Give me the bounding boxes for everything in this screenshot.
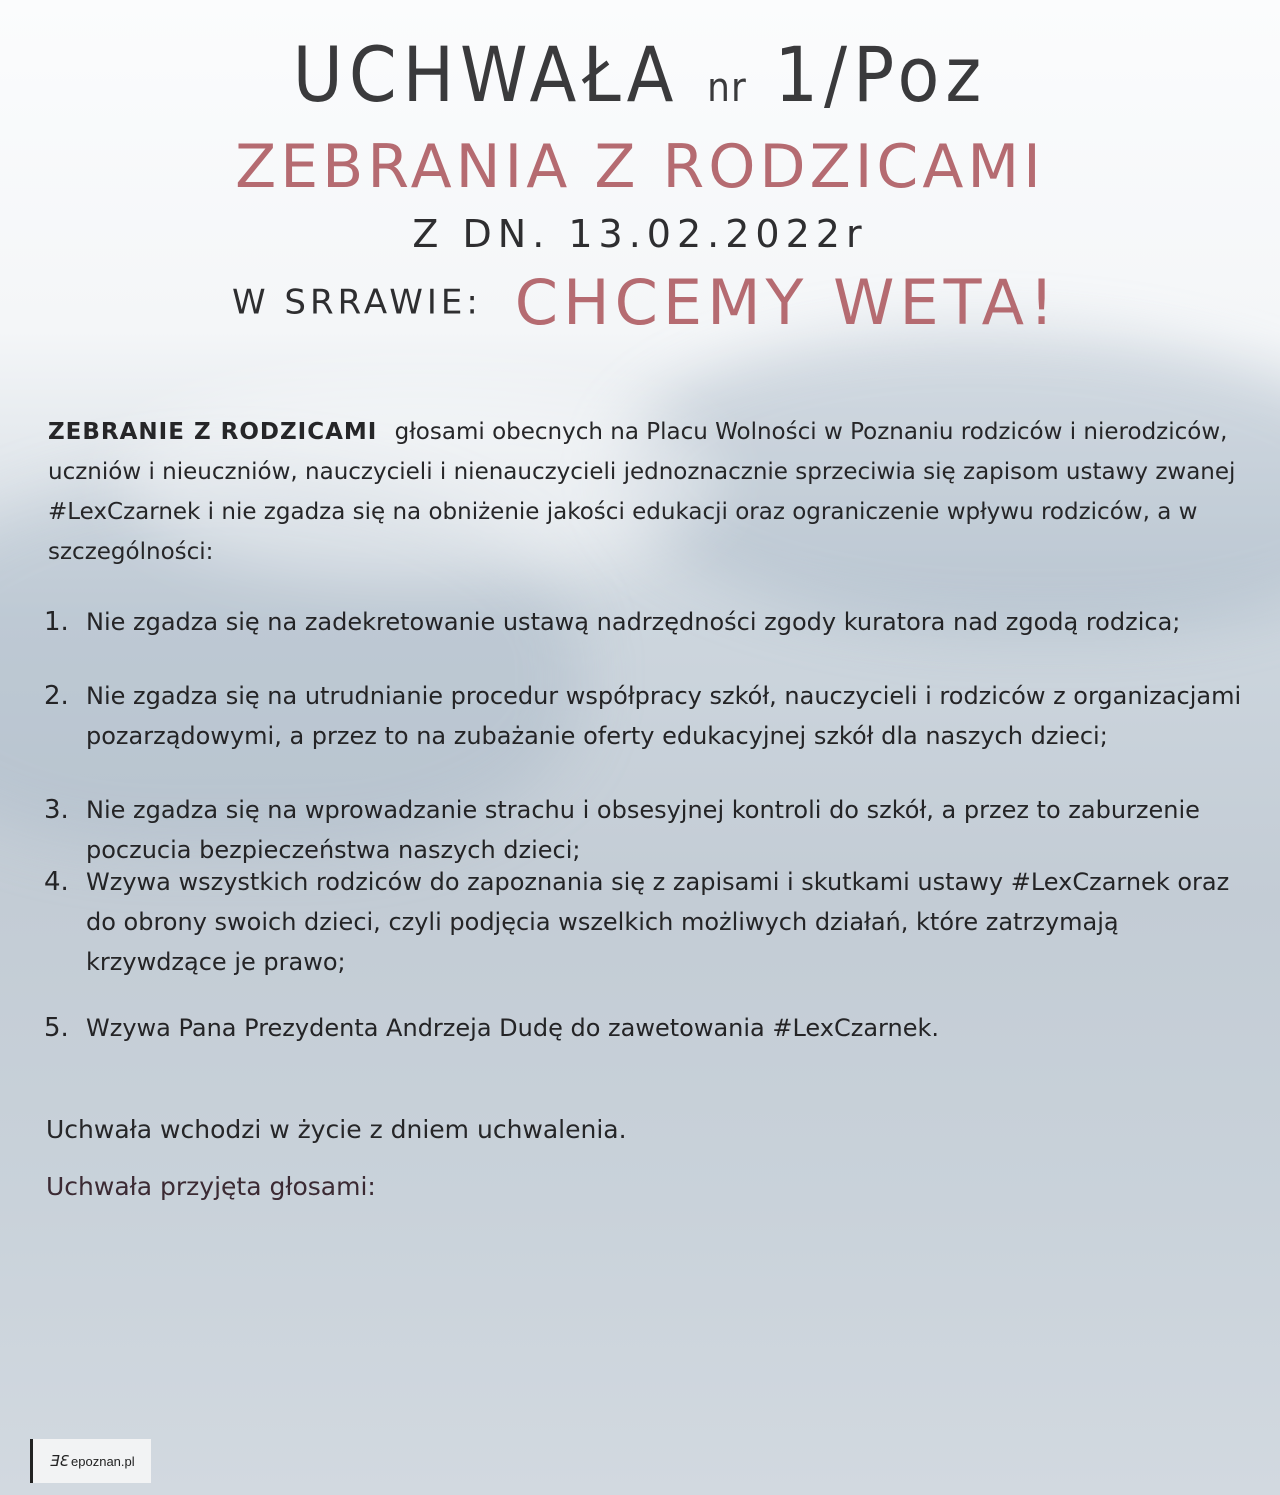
item-text: Nie zgadza się na wprowadzanie strachu i obsesyjnej kontroli do szkół, a przez to zaburzenie poczucia bezpieczeństwa naszych dzieci; <box>86 796 1200 864</box>
adopted-statement: Uchwała przyjęta głosami: <box>46 1172 376 1201</box>
item-number: 5. <box>44 1013 69 1043</box>
item-number: 3. <box>44 795 69 825</box>
list-item <box>44 676 1244 756</box>
list-item <box>44 602 1244 642</box>
closing-statement: Uchwała wchodzi w życie z dniem uchwalenia. <box>46 1115 627 1144</box>
item-text: Wzywa Pana Prezydenta Andrzeja Dudę do zawetowania #LexCzarnek. <box>86 1014 939 1042</box>
list-item <box>44 790 1244 870</box>
item-number: 1. <box>44 607 69 637</box>
intro-text: głosami obecnych na Placu Wolności w Poznaniu rodziców i nierodziców, uczniów i nieuczniów, nauczycieli i nienauczycieli jednoznacznie sprzeciwia się zapisom ustawy zwanej #LexCzarnek i nie zgadza się na obniżenie jakości edukacji oraz ograniczenie wpływu rodziców, a w szczególności: <box>48 419 1236 565</box>
intro-lead: ZEBRANIE Z RODZICAMI <box>48 419 378 445</box>
item-text: Nie zgadza się na zadekretowanie ustawą nadrzędności zgody kuratora nad zgodą rodzica; <box>86 608 1181 636</box>
title-nr: nr <box>707 65 747 111</box>
document-title <box>0 30 1280 119</box>
document-subtitle: ZEBRANIA Z RODZICAMI <box>235 132 1045 202</box>
item-number: 4. <box>44 867 69 897</box>
list-item <box>44 862 1244 982</box>
subject-value: CHCEMY WETA! <box>514 266 1059 339</box>
subject-label: W SRRAWIE: <box>232 282 482 323</box>
watermark-text: epoznan.pl <box>71 1453 135 1469</box>
document-subject <box>232 266 1059 339</box>
watermark-mark-icon: ƎƐ <box>49 1452 69 1470</box>
intro-paragraph <box>48 412 1238 572</box>
item-text: Wzywa wszystkich rodziców do zapoznania się z zapisami i skutkami ustawy #LexCzarnek oraz do obrony swoich dzieci, czyli podjęcia wszelkich możliwych działań, które zatrzymają krzywdzące je prawo; <box>86 868 1230 976</box>
item-number: 2. <box>44 681 69 711</box>
list-item <box>44 1008 1244 1048</box>
title-number: 1/Poz <box>774 30 988 119</box>
title-main: UCHWAŁA <box>292 30 680 119</box>
document-date: Z DN. 13.02.2022r <box>412 212 868 256</box>
watermark-logo <box>30 1439 151 1483</box>
item-text: Nie zgadza się na utrudnianie procedur współpracy szkół, nauczycieli i rodziców z organizacjami pozarządowymi, a przez to na zubażanie oferty edukacyjnej szkół dla naszych dzieci; <box>86 682 1242 750</box>
